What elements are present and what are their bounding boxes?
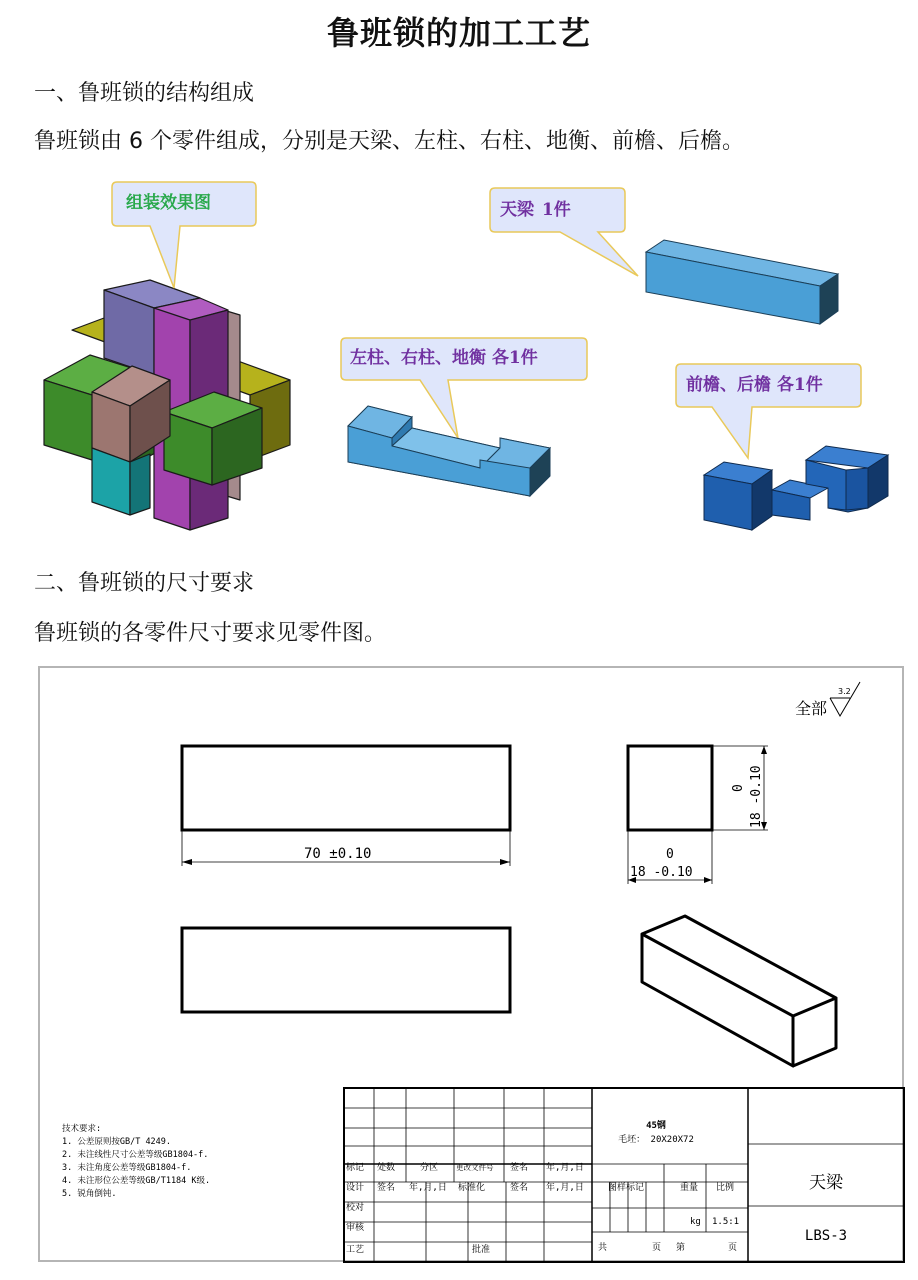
material-text: 45钢 [646, 1121, 666, 1131]
tianliang-callout-text: 天梁 1件 [500, 200, 571, 220]
unit-text: kg [690, 1217, 701, 1227]
svg-text:页: 页 [652, 1243, 662, 1253]
svg-text:设计: 设计 [346, 1183, 365, 1193]
assembly-callout-text: 组装效果图 [126, 193, 211, 213]
roughness-label: 全部 [795, 699, 828, 718]
eave-callout [676, 364, 861, 458]
svg-text:比例: 比例 [716, 1183, 735, 1193]
length-dimension-text: 70 ±0.10 [304, 846, 372, 862]
svg-text:年,月,日: 年,月,日 [546, 1163, 584, 1173]
part-drawing [38, 666, 904, 1262]
width-tolerance-upper: 0 [666, 847, 674, 862]
svg-text:重量: 重量 [680, 1183, 699, 1193]
structure-paragraph: 鲁班锁由 6 个零件组成，分别是天梁、左柱、右柱、地衡、前檐、后檐。 [34, 129, 744, 154]
section-heading-dimensions: 二、鲁班锁的尺寸要求 [34, 571, 255, 596]
drawing-number-text: LBS-3 [804, 1228, 848, 1244]
svg-text:页: 页 [728, 1243, 738, 1253]
height-tolerance-upper: 0 [731, 784, 746, 792]
part-drawing-svg [40, 668, 906, 1264]
svg-text:4. 未注形位公差等级GB/T1184 K级.: 4. 未注形位公差等级GB/T1184 K级. [62, 1176, 211, 1186]
roughness-value: 3.2 [838, 687, 851, 696]
svg-text:批准: 批准 [472, 1245, 491, 1255]
svg-text:第: 第 [676, 1243, 686, 1253]
svg-text:签名: 签名 [510, 1183, 529, 1193]
tianliang-part-image [646, 240, 838, 324]
eave-part-image [704, 446, 888, 530]
svg-text:标准化: 标准化 [458, 1183, 486, 1193]
top-view [182, 928, 510, 1012]
assembled-lock-image [44, 280, 290, 530]
svg-text:1. 公差原则按GB/T 4249.: 1. 公差原则按GB/T 4249. [62, 1137, 172, 1147]
svg-text:2. 未注线性尺寸公差等级GB1804-f.: 2. 未注线性尺寸公差等级GB1804-f. [62, 1150, 209, 1160]
svg-text:年,月,日: 年,月,日 [546, 1183, 584, 1193]
svg-text:分区: 分区 [420, 1163, 439, 1173]
svg-text:年,月,日: 年,月,日 [409, 1183, 447, 1193]
svg-text:处数: 处数 [377, 1163, 396, 1173]
svg-text:工艺: 工艺 [346, 1245, 365, 1255]
scale-text: 1.5:1 [712, 1217, 740, 1227]
part-name-text: 天梁 [809, 1173, 843, 1193]
column-callout-text: 左柱、右柱、地衡 各1件 [350, 348, 538, 368]
svg-text:图样标记: 图样标记 [608, 1183, 645, 1193]
svg-text:标记: 标记 [346, 1163, 365, 1173]
svg-text:签名: 签名 [377, 1183, 396, 1193]
svg-text:签名: 签名 [510, 1163, 529, 1173]
svg-text:技术要求:: 技术要求: [62, 1124, 102, 1134]
parts-illustration [0, 170, 918, 540]
section-heading-structure: 一、鲁班锁的结构组成 [34, 81, 255, 106]
svg-text:审核: 审核 [346, 1223, 365, 1233]
page-title: 鲁班锁的加工工艺 [326, 14, 591, 52]
dimensions-paragraph: 鲁班锁的各零件尺寸要求见零件图。 [34, 621, 387, 646]
svg-text:3. 未注角度公差等级GB1804-f.: 3. 未注角度公差等级GB1804-f. [62, 1163, 192, 1173]
assembly-callout [112, 182, 256, 288]
blank-size-text: 毛坯： 20X20X72 [618, 1135, 694, 1145]
side-view [628, 746, 712, 830]
tianliang-callout [490, 188, 638, 276]
width-dimension-text: 18 -0.10 [630, 865, 693, 880]
isometric-view [642, 916, 836, 1066]
eave-callout-text: 前檐、后檐 各1件 [686, 375, 823, 395]
svg-text:共: 共 [598, 1243, 608, 1253]
technical-requirements [62, 1123, 210, 1199]
svg-text:校对: 校对 [346, 1203, 365, 1213]
svg-text:5. 锐角倒钝.: 5. 锐角倒钝. [62, 1189, 117, 1199]
svg-text:更改文件号: 更改文件号 [456, 1163, 494, 1172]
height-dimension-text: 18 -0.10 [749, 765, 764, 828]
front-view [182, 746, 510, 830]
